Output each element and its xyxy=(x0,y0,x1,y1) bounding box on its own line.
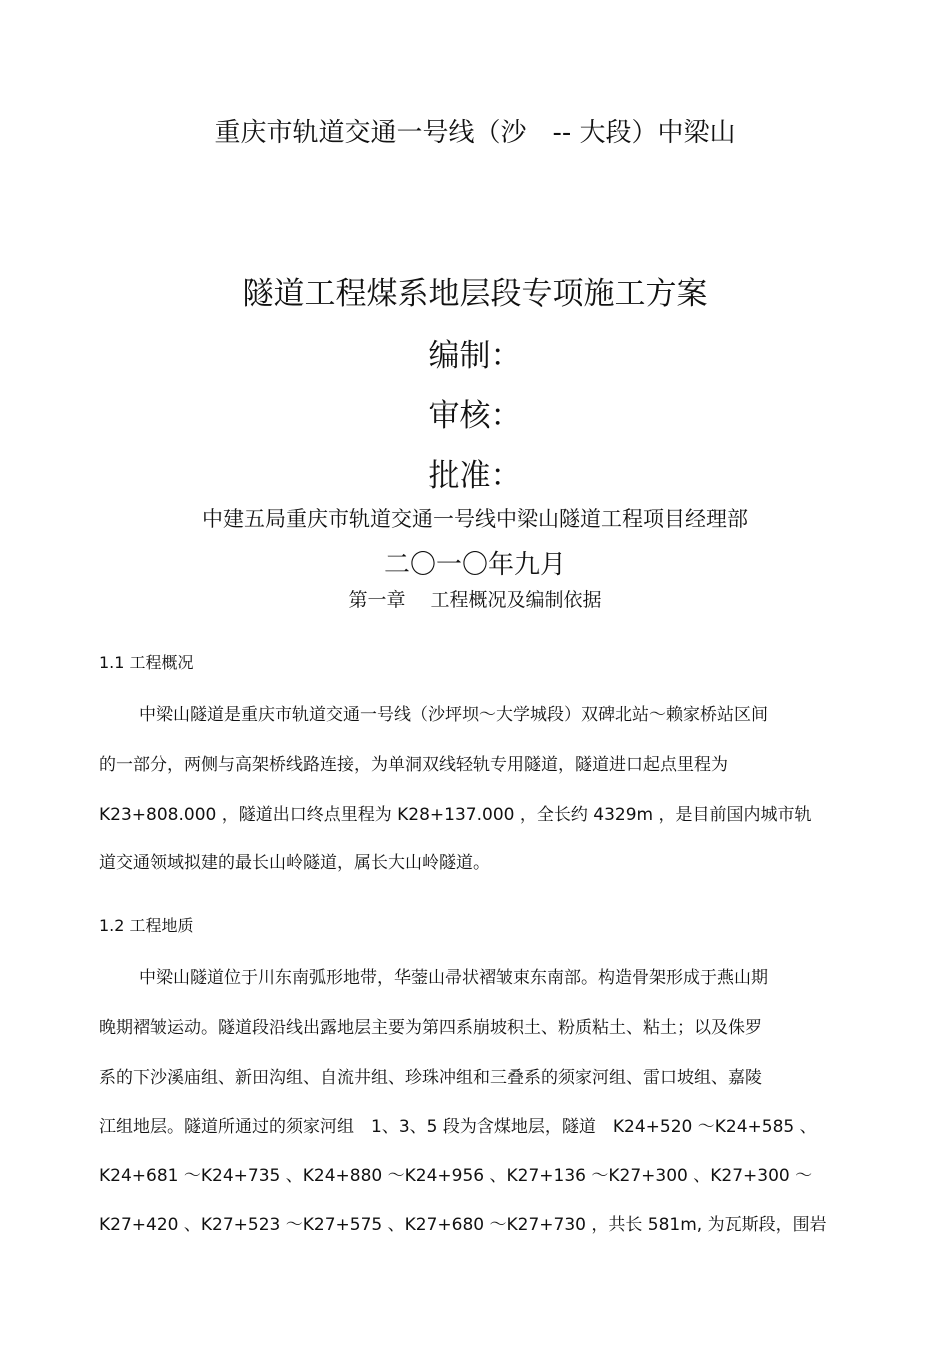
section-heading: 1.1 工程概况 xyxy=(99,653,194,672)
paragraph-line: 中梁山隧道是重庆市轨道交通一号线（沙坪坝～大学城段）双碑北站～赖家桥站区间 xyxy=(139,705,768,725)
section-heading: 1.2 工程地质 xyxy=(99,916,194,935)
paragraph-line: K23+808.000 ，隧道出口终点里程为 K28+137.000 ，全长约 4329m ，是目前国内城市轨 xyxy=(99,805,812,825)
paragraph-line: K24+681 ～K24+735 、K24+880 ～K24+956 、K27+136 ～K27+300 、K27+300 ～ xyxy=(99,1166,813,1186)
compiled-by-label: 编制： xyxy=(428,338,522,374)
document-date: 二〇一〇年九月 xyxy=(383,550,566,580)
paragraph-line: 的一部分，两侧与高架桥线路连接，为单洞双线轻轨专用隧道，隧道进口起点里程为 xyxy=(99,755,728,775)
paragraph-line: 系的下沙溪庙组、新田沟组、自流井组、珍珠冲组和三叠系的须家河组、雷口坡组、嘉陵 xyxy=(99,1068,762,1088)
document-title-line-2: 隧道工程煤系地层段专项施工方案 xyxy=(242,276,708,312)
document-title-line-1: 重庆市轨道交通一号线（沙 -- 大段）中梁山 xyxy=(214,118,736,148)
approved-by-label: 批准： xyxy=(428,458,522,494)
paragraph-line: 江组地层。隧道所通过的须家河组 1、3、5 段为含煤地层，隧道 K24+520 ～K24+585 、 xyxy=(99,1117,817,1137)
organization-name: 中建五局重庆市轨道交通一号线中梁山隧道工程项目经理部 xyxy=(202,507,748,531)
paragraph-line: 中梁山隧道位于川东南弧形地带，华蓥山帚状褶皱束东南部。构造骨架形成于燕山期 xyxy=(139,968,768,988)
chapter-title: 第一章 工程概况及编制依据 xyxy=(348,589,602,611)
paragraph-line: 晚期褶皱运动。隧道段沿线出露地层主要为第四系崩坡积土、粉质粘土、粘土；以及侏罗 xyxy=(99,1018,762,1038)
paragraph-line: K27+420 、K27+523 ～K27+575 、K27+680 ～K27+730 ，共长 581m, 为瓦斯段，围岩 xyxy=(99,1215,827,1235)
paragraph-line: 道交通领域拟建的最长山岭隧道，属长大山岭隧道。 xyxy=(99,853,490,873)
reviewed-by-label: 审核： xyxy=(428,398,522,434)
